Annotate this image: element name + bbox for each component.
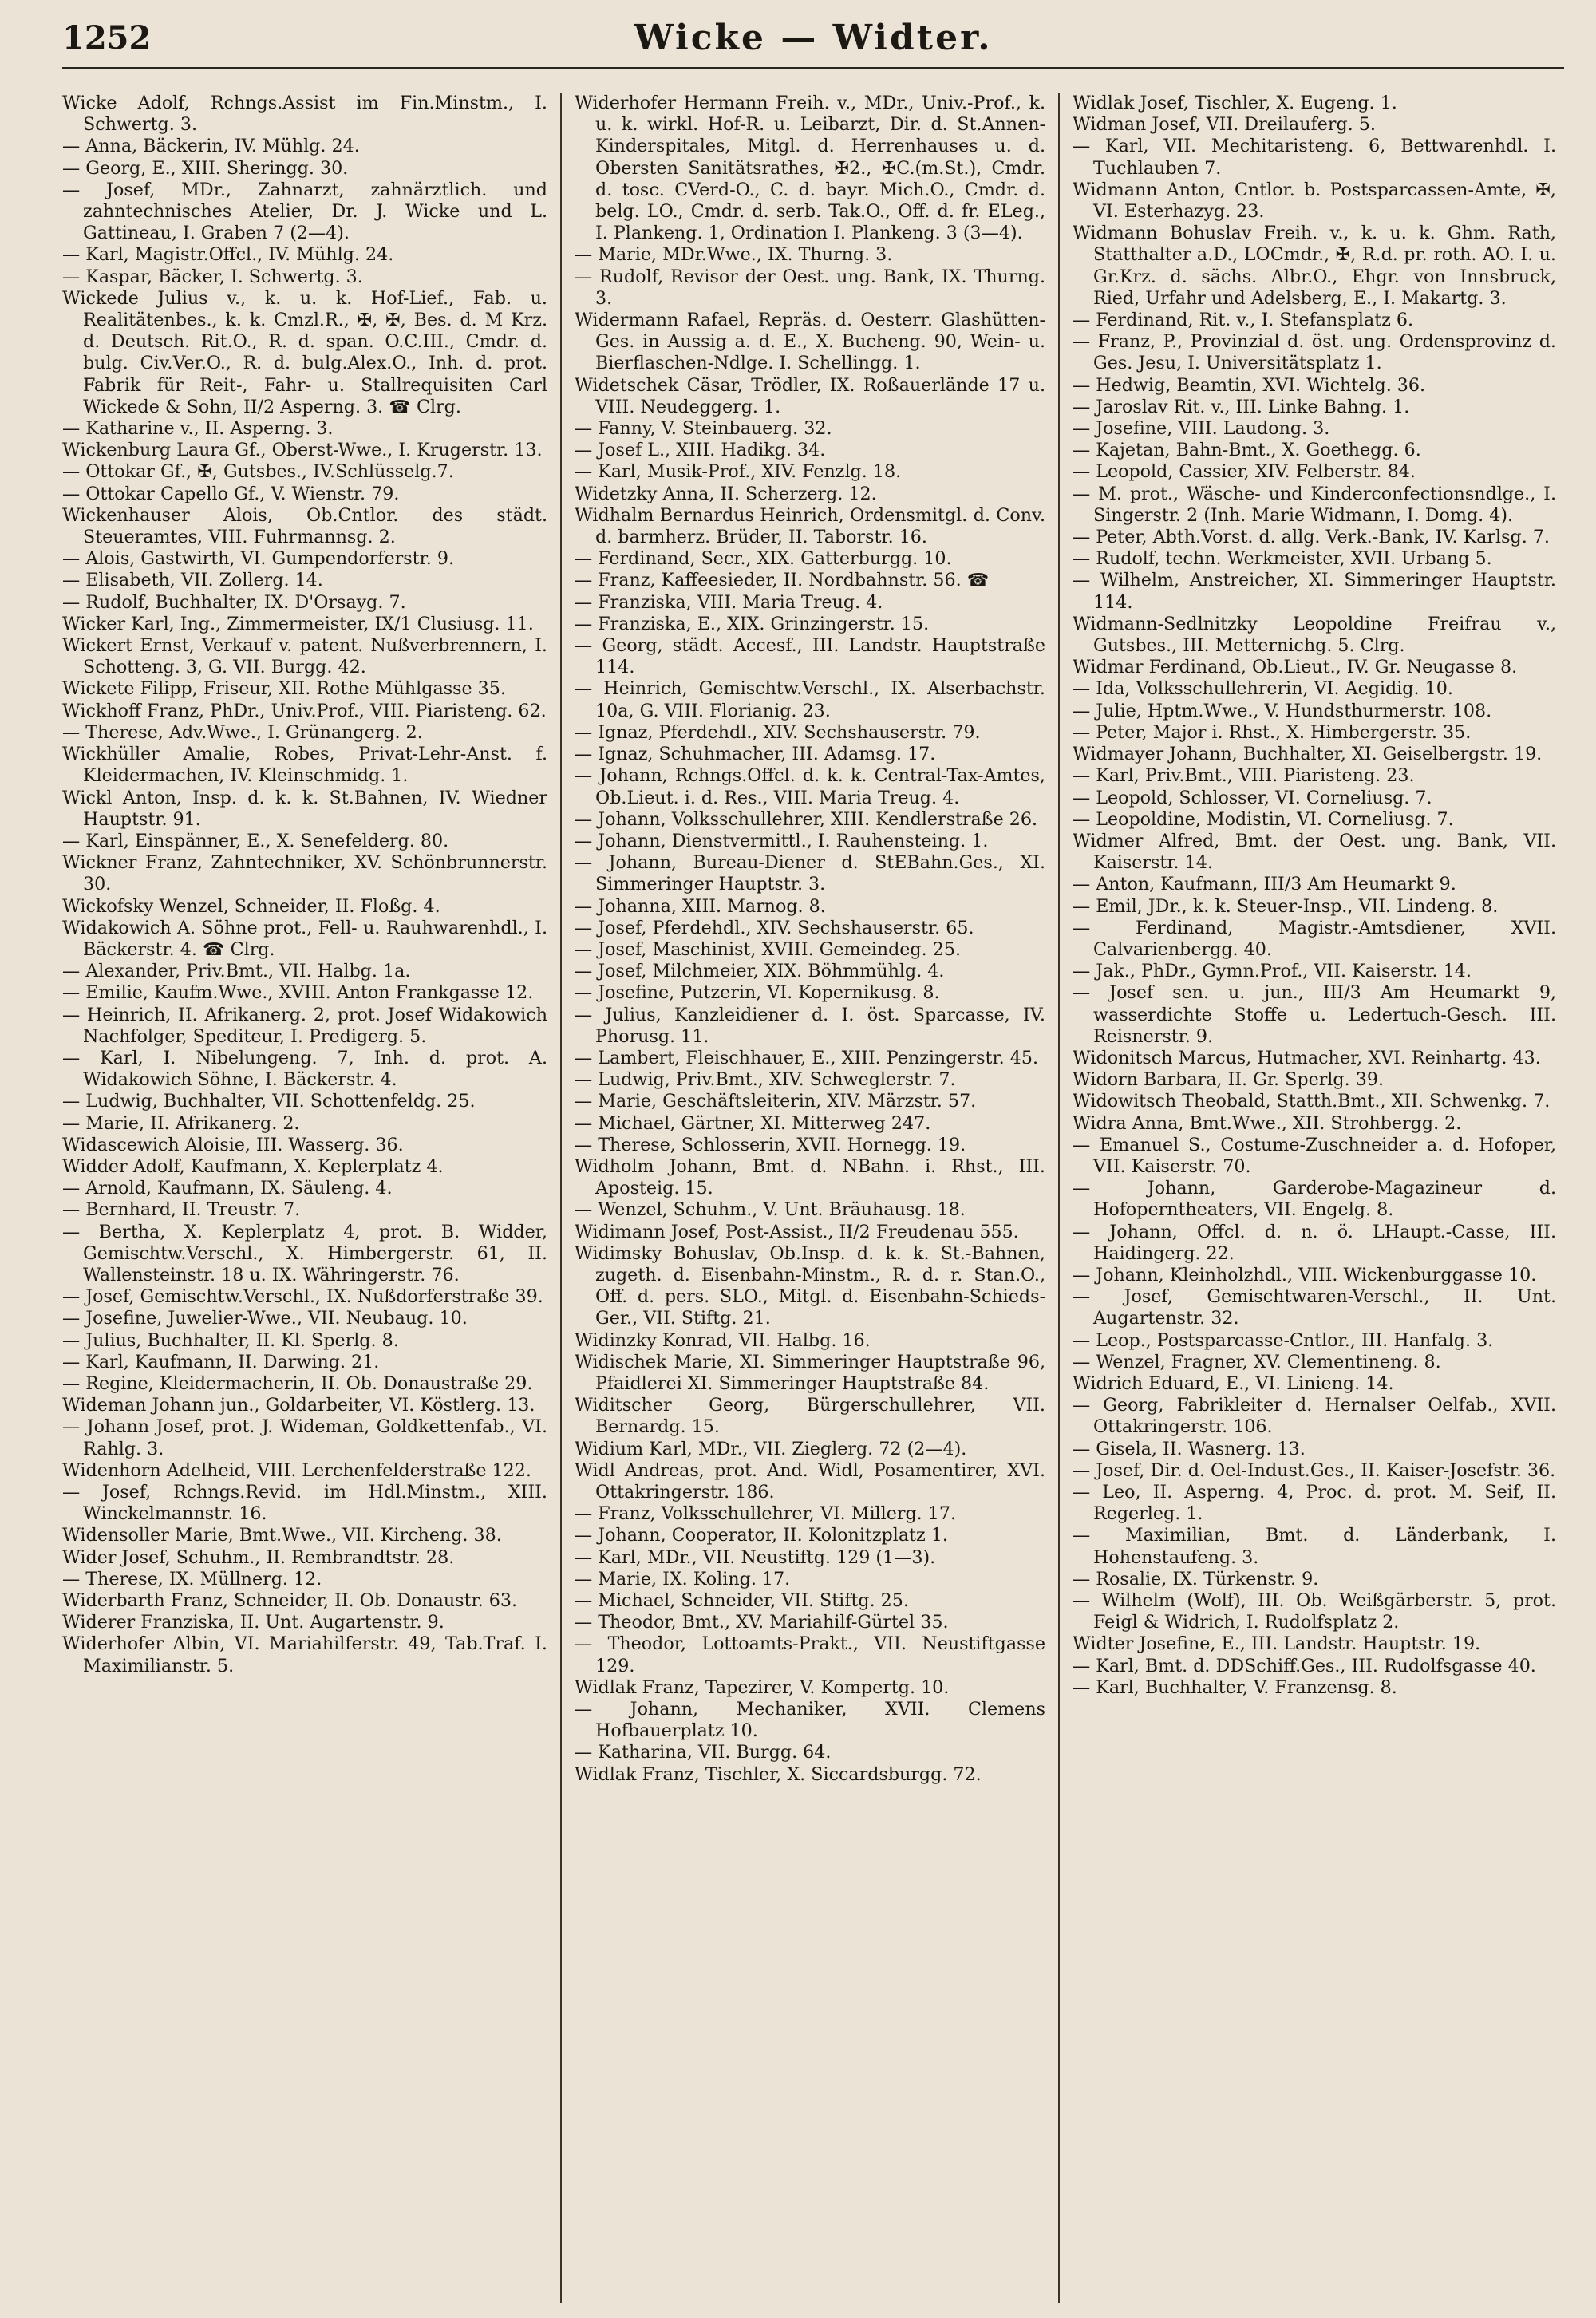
directory-entry: — Emanuel S., Costume-Zuschneider a. d. Hofoper, VII. Kaiserstr. 70. <box>1073 1134 1556 1177</box>
column-middle <box>560 93 1058 2303</box>
directory-entry: — Lambert, Fleischhauer, E., XIII. Penzingerstr. 45. <box>575 1047 1039 1068</box>
directory-entry: Widetschek Cäsar, Trödler, IX. Roßauerlände 17 u. VIII. Neudeggerg. 1. <box>575 374 1045 417</box>
directory-entry: Widascewich Aloisie, III. Wasserg. 36. <box>62 1134 404 1155</box>
directory-entry: Widerer Franziska, II. Unt. Augartenstr. 9. <box>62 1612 444 1633</box>
directory-entry: — Anton, Kaufmann, III/3 Am Heumarkt 9. <box>1073 874 1456 895</box>
directory-entry: — Georg, städt. Accesf., III. Landstr. Hauptstraße 114. <box>575 635 1045 678</box>
directory-entry: — Michael, Schneider, VII. Stiftg. 25. <box>575 1590 909 1612</box>
directory-entry: — Josef, Gemischtw.Verschl., IX. Nußdorferstraße 39. <box>62 1286 543 1308</box>
directory-entry: — Wenzel, Schuhm., V. Unt. Bräuhausg. 18. <box>575 1199 966 1221</box>
directory-entry: — Georg, Fabrikleiter d. Hernalser Oelfab., XVII. Ottakringerstr. 106. <box>1073 1395 1556 1438</box>
directory-entry: Widitscher Georg, Bürgerschullehrer, VII. Bernardg. 15. <box>575 1395 1045 1438</box>
directory-entry: — Josef, Dir. d. Oel-Indust.Ges., II. Kaiser-Josefstr. 36. <box>1073 1459 1556 1481</box>
directory-entry: Wicker Karl, Ing., Zimmermeister, IX/1 Clusiusg. 11. <box>62 613 534 634</box>
directory-entry: — Johanna, XIII. Marnog. 8. <box>575 895 826 917</box>
directory-entry: — Ignaz, Schuhmacher, III. Adamsg. 17. <box>575 744 936 765</box>
directory-entry: Wickhoff Franz, PhDr., Univ.Prof., VIII. Piaristeng. 62. <box>62 700 547 721</box>
directory-entry: — Karl, Buchhalter, V. Franzensg. 8. <box>1073 1676 1397 1698</box>
column-right <box>1058 93 1556 2303</box>
directory-entry: Widakowich A. Söhne prot., Fell- u. Rauhwarenhdl., I. Bäckerstr. 4. ☎ Clrg. <box>62 917 547 960</box>
directory-entry: Wider Josef, Schuhm., II. Rembrandtstr. 28. <box>62 1546 455 1568</box>
directory-entry: — Ottokar Gf., ✠, Gutsbes., IV.Schlüsselg.7. <box>62 461 454 483</box>
directory-entry: Wickl Anton, Insp. d. k. k. St.Bahnen, IV. Wiedner Hauptstr. 91. <box>62 787 547 830</box>
directory-entry: — Wilhelm, Anstreicher, XI. Simmeringer Hauptstr. 114. <box>1073 570 1556 613</box>
directory-entry: — Johann, Volksschullehrer, XIII. Kendlerstraße 26. <box>575 808 1038 830</box>
directory-entry: — Michael, Gärtner, XI. Mitterweg 247. <box>575 1112 931 1134</box>
directory-entry: — Johann, Offcl. d. n. ö. LHaupt.-Casse, III. Haidingerg. 22. <box>1073 1221 1556 1264</box>
directory-entry: Wickert Ernst, Verkauf v. patent. Nußverbrennern, I. Schotteng. 3, G. VII. Burgg. 42. <box>62 635 547 678</box>
directory-entry: Widter Josefine, E., III. Landstr. Hauptstr. 19. <box>1073 1633 1481 1655</box>
directory-entry: — Karl, MDr., VII. Neustiftg. 129 (1—3). <box>575 1546 936 1568</box>
directory-entry: — Josef, Milchmeier, XIX. Böhmmühlg. 4. <box>575 961 945 982</box>
directory-entry: — Karl, Bmt. d. DDSchiff.Ges., III. Rudolfsgasse 40. <box>1073 1655 1536 1676</box>
directory-entry: — Ferdinand, Magistr.-Amtsdiener, XVII. Calvarienbergg. 40. <box>1073 917 1556 960</box>
directory-entry: — Franz, Kaffeesieder, II. Nordbahnstr. 56. ☎ <box>575 570 990 591</box>
directory-entry: — Julie, Hptm.Wwe., V. Hundsthurmerstr. 108. <box>1073 700 1492 721</box>
directory-entry: — Leopoldine, Modistin, VI. Corneliusg. 7. <box>1073 808 1454 830</box>
directory-entry: — Alois, Gastwirth, VI. Gumpendorferstr. 9. <box>62 548 454 570</box>
directory-entry: — Rudolf, techn. Werkmeister, XVII. Urbang 5. <box>1073 548 1492 570</box>
directory-entry: Widerbarth Franz, Schneider, II. Ob. Donaustr. 63. <box>62 1590 518 1612</box>
directory-entry: Widermann Rafael, Repräs. d. Oesterr. Glashütten-Ges. in Aussig a. d. E., X. Bucheng. 90, Wein- u. Bierflaschen-Ndlge. I. Schellingg. 1. <box>575 310 1045 374</box>
directory-entry: Wickenburg Laura Gf., Oberst-Wwe., I. Krugerstr. 13. <box>62 440 543 461</box>
directory-entry: — Julius, Buchhalter, II. Kl. Sperlg. 8. <box>62 1329 399 1351</box>
directory-entry: — Josef, Gemischtwaren-Verschl., II. Unt. Augartenstr. 32. <box>1073 1286 1556 1329</box>
directory-entry: — Peter, Major i. Rhst., X. Himbergerstr. 35. <box>1073 721 1472 743</box>
directory-entry: — Ignaz, Pferdehdl., XIV. Sechshauserstr. 79. <box>575 721 981 743</box>
directory-entry: Wickhüller Amalie, Robes, Privat-Lehr-Anst. f. Kleidermachen, IV. Kleinschmidg. 1. <box>62 744 547 787</box>
column-left <box>62 93 560 2303</box>
directory-entry: — Ottokar Capello Gf., V. Wienstr. 79. <box>62 483 400 504</box>
directory-entry: — Therese, Adv.Wwe., I. Grünangerg. 2. <box>62 721 423 743</box>
directory-entry: Widrich Eduard, E., VI. Linieng. 14. <box>1073 1372 1394 1394</box>
directory-entry: Widimsky Bohuslav, Ob.Insp. d. k. k. St.-Bahnen, zugeth. d. Eisenbahn-Minstm., R. d. r. Stan.O., Off. d. pers. SLO., Mitgl. d. Eisenbahn-Schieds-Ger., VII. Stiftg. 21. <box>575 1242 1045 1329</box>
directory-entry: — Marie, Geschäftsleiterin, XIV. Märzstr. 57. <box>575 1091 977 1112</box>
directory-entry: Wideman Johann jun., Goldarbeiter, VI. Köstlerg. 13. <box>62 1395 535 1416</box>
directory-entry: — Johann, Cooperator, II. Kolonitzplatz 1. <box>575 1525 948 1546</box>
directory-entry: — Katharina, VII. Burgg. 64. <box>575 1742 832 1763</box>
directory-entry: — Emilie, Kaufm.Wwe., XVIII. Anton Frankgasse 12. <box>62 982 534 1004</box>
directory-entry: — Kaspar, Bäcker, I. Schwertg. 3. <box>62 266 363 287</box>
directory-entry: — Josef sen. u. jun., III/3 Am Heumarkt 9, wasserdichte Stoffe u. Ledertuch-Gesch. III. Reisnerstr. 9. <box>1073 982 1556 1047</box>
directory-entry: — Ludwig, Priv.Bmt., XIV. Schweglerstr. 7. <box>575 1069 956 1091</box>
directory-entry: Widra Anna, Bmt.Wwe., XII. Strohbergg. 2. <box>1073 1112 1462 1134</box>
directory-entry: Widetzky Anna, II. Scherzerg. 12. <box>575 483 877 504</box>
columns <box>62 93 1564 2303</box>
directory-entry: — Arnold, Kaufmann, IX. Säuleng. 4. <box>62 1178 393 1199</box>
directory-entry: Wickede Julius v., k. u. k. Hof-Lief., Fab. u. Realitätenbes., k. k. Cmzl.R., ✠, ✠, Bes. d. M Krz. d. Deutsch. Rit.O., R. d. span. O.C.III., Cmdr. d. bulg. Civ.Ver.O., R. d. bulg.Alex.O., Inh. d. prot. Fabrik für Reit-, Fahr- u. Stallrequisiten Carl Wickede & Sohn, II/2 Asperng. 3. ☎ Clrg. <box>62 287 547 417</box>
directory-entry: Widmann Anton, Cntlor. b. Postsparcassen-Amte, ✠, VI. Esterhazyg. 23. <box>1073 179 1556 223</box>
directory-entry: Widholm Johann, Bmt. d. NBahn. i. Rhst., III. Aposteig. 15. <box>575 1155 1045 1199</box>
directory-entry: Wickofsky Wenzel, Schneider, II. Floßg. 4. <box>62 895 440 917</box>
directory-entry: — Marie, MDr.Wwe., IX. Thurng. 3. <box>575 244 893 266</box>
directory-entry: — Johann, Kleinholzhdl., VIII. Wickenburggasse 10. <box>1073 1264 1537 1285</box>
directory-entry: — Josef, Pferdehdl., XIV. Sechshauserstr. 65. <box>575 917 974 938</box>
directory-entry: — Josefine, Putzerin, VI. Kopernikusg. 8. <box>575 982 940 1004</box>
directory-entry: — Alexander, Priv.Bmt., VII. Halbg. 1a. <box>62 961 411 982</box>
directory-entry: Widl Andreas, prot. And. Widl, Posamentirer, XVI. Ottakringerstr. 186. <box>575 1459 1045 1503</box>
directory-entry: — Karl, Kaufmann, II. Darwing. 21. <box>62 1351 380 1372</box>
directory-entry: — Ferdinand, Rit. v., I. Stefansplatz 6. <box>1073 310 1414 331</box>
directory-entry: — Karl, Priv.Bmt., VIII. Piaristeng. 23. <box>1073 765 1415 787</box>
directory-entry: Widman Josef, VII. Dreilauferg. 5. <box>1073 114 1376 136</box>
directory-entry: Wickner Franz, Zahntechniker, XV. Schönbrunnerstr. 30. <box>62 852 547 895</box>
directory-entry: — Theodor, Lottoamts-Prakt., VII. Neustiftgasse 129. <box>575 1633 1045 1676</box>
directory-entry: Widenhorn Adelheid, VIII. Lerchenfelderstraße 122. <box>62 1459 531 1481</box>
directory-entry: — Johann Josef, prot. J. Wideman, Goldkettenfab., VI. Rahlg. 3. <box>62 1416 547 1459</box>
directory-entry: — Ludwig, Buchhalter, VII. Schottenfeldg. 25. <box>62 1091 476 1112</box>
directory-entry: — Kajetan, Bahn-Bmt., X. Goethegg. 6. <box>1073 440 1421 461</box>
directory-entry: — Josef, MDr., Zahnarzt, zahnärztlich. und zahntechnisches Atelier, Dr. J. Wicke und L. Gattineau, I. Graben 7 (2—4). <box>62 179 547 244</box>
directory-entry: — Johann, Bureau-Diener d. StEBahn.Ges., XI. Simmeringer Hauptstr. 3. <box>575 852 1045 895</box>
directory-entry: Widowitsch Theobald, Statth.Bmt., XII. Schwenkg. 7. <box>1073 1091 1551 1112</box>
directory-entry: — Therese, IX. Müllnerg. 12. <box>62 1568 322 1589</box>
directory-entry: — Leop., Postsparcasse-Cntlor., III. Hanfalg. 3. <box>1073 1329 1494 1351</box>
directory-entry: — Georg, E., XIII. Sheringg. 30. <box>62 157 349 179</box>
page-number: 1252 <box>62 19 152 57</box>
directory-entry: Wicke Adolf, Rchngs.Assist im Fin.Minstm., I. Schwertg. 3. <box>62 93 547 136</box>
directory-entry: — Maximilian, Bmt. d. Länderbank, I. Hohenstaufeng. 3. <box>1073 1525 1556 1568</box>
directory-entry: — Karl, I. Nibelungeng. 7, Inh. d. prot. A. Widakowich Söhne, I. Bäckerstr. 4. <box>62 1047 547 1091</box>
directory-entry: — Emil, JDr., k. k. Steuer-Insp., VII. Lindeng. 8. <box>1073 895 1499 917</box>
directory-entry: — M. prot., Wäsche- und Kinderconfectionsndlge., I. Singerstr. 2 (Inh. Marie Widmann, I. Domg. 4). <box>1073 483 1556 526</box>
directory-entry: Widmar Ferdinand, Ob.Lieut., IV. Gr. Neugasse 8. <box>1073 657 1518 678</box>
directory-entry: — Josefine, VIII. Laudong. 3. <box>1073 418 1330 440</box>
directory-entry: — Julius, Kanzleidiener d. I. öst. Sparcasse, IV. Phorusg. 11. <box>575 1004 1045 1047</box>
directory-entry: — Josefine, Juwelier-Wwe., VII. Neubaug. 10. <box>62 1308 468 1329</box>
directory-entry: Wickete Filipp, Friseur, XII. Rothe Mühlgasse 35. <box>62 678 506 700</box>
directory-entry: — Jak., PhDr., Gymn.Prof., VII. Kaiserstr. 14. <box>1073 961 1472 982</box>
directory-entry: — Leopold, Schlosser, VI. Corneliusg. 7. <box>1073 787 1432 808</box>
directory-entry: Widhalm Bernardus Heinrich, Ordensmitgl. d. Conv. d. barmherz. Brüder, II. Taborstr. 16. <box>575 504 1045 548</box>
directory-entry: — Bertha, X. Keplerplatz 4, prot. B. Widder, Gemischtw.Verschl., X. Himbergerstr. 61, II. Wallensteinstr. 18 u. IX. Währingerstr. 76. <box>62 1221 547 1285</box>
directory-entry: — Franz, Volksschullehrer, VI. Millerg. 17. <box>575 1503 957 1525</box>
directory-entry: Wickenhauser Alois, Ob.Cntlor. des städt. Steueramtes, VIII. Fuhrmannsg. 2. <box>62 504 547 548</box>
directory-entry: — Johann, Rchngs.Offcl. d. k. k. Central-Tax-Amtes, Ob.Lieut. i. d. Res., VIII. Maria Treug. 4. <box>575 765 1045 808</box>
directory-entry: — Marie, II. Afrikanerg. 2. <box>62 1112 300 1134</box>
directory-entry: — Fanny, V. Steinbauerg. 32. <box>575 418 832 440</box>
directory-entry: Widensoller Marie, Bmt.Wwe., VII. Kircheng. 38. <box>62 1525 502 1546</box>
directory-entry: — Elisabeth, VII. Zollerg. 14. <box>62 570 323 591</box>
directory-entry: — Rudolf, Revisor der Oest. ung. Bank, IX. Thurng. 3. <box>575 266 1045 309</box>
directory-entry: — Josef, Maschinist, XVIII. Gemeindeg. 25. <box>575 938 962 960</box>
directory-entry: — Josef, Rchngs.Revid. im Hdl.Minstm., XIII. Winckelmannstr. 16. <box>62 1482 547 1525</box>
directory-entry: Widischek Marie, XI. Simmeringer Hauptstraße 96, Pfaidlerei XI. Simmeringer Hauptstraße 84. <box>575 1351 1045 1394</box>
directory-entry: — Heinrich, II. Afrikanerg. 2, prot. Josef Widakowich Nachfolger, Spediteur, I. Predigerg. 5. <box>62 1004 547 1047</box>
directory-entry: Widder Adolf, Kaufmann, X. Keplerplatz 4. <box>62 1155 444 1177</box>
directory-entry: — Rosalie, IX. Türkenstr. 9. <box>1073 1568 1319 1589</box>
directory-entry: — Marie, IX. Koling. 17. <box>575 1568 791 1589</box>
directory-entry: — Rudolf, Buchhalter, IX. D'Orsayg. 7. <box>62 591 406 613</box>
directory-entry: Widerhofer Albin, VI. Mariahilferstr. 49, Tab.Traf. I. Maximilianstr. 5. <box>62 1633 547 1676</box>
directory-entry: Widonitsch Marcus, Hutmacher, XVI. Reinhartg. 43. <box>1073 1047 1541 1068</box>
directory-entry: — Anna, Bäckerin, IV. Mühlg. 24. <box>62 136 360 157</box>
directory-entry: Widmer Alfred, Bmt. der Oest. ung. Bank, VII. Kaiserstr. 14. <box>1073 830 1556 874</box>
directory-entry: Widmann-Sedlnitzky Leopoldine Freifrau v., Gutsbes., III. Metternichg. 5. Clrg. <box>1073 613 1556 657</box>
directory-entry: Widium Karl, MDr., VII. Zieglerg. 72 (2—4). <box>575 1438 967 1459</box>
directory-entry: — Leopold, Cassier, XIV. Felberstr. 84. <box>1073 461 1416 483</box>
directory-entry: — Hedwig, Beamtin, XVI. Wichtelg. 36. <box>1073 374 1426 396</box>
directory-entry: Widorn Barbara, II. Gr. Sperlg. 39. <box>1073 1069 1384 1091</box>
directory-entry: — Theodor, Bmt., XV. Mariahilf-Gürtel 35. <box>575 1612 949 1633</box>
directory-entry: — Leo, II. Asperng. 4, Proc. d. prot. M. Seif, II. Regerleg. 1. <box>1073 1482 1556 1525</box>
directory-entry: Widerhofer Hermann Freih. v., MDr., Univ.-Prof., k. u. k. wirkl. Hof-R. u. Leibarzt, Dir. d. St.Annen-Kinderspitales, Mitgl. d. Herrenhauses u. d. Obersten Sanitätsrathes, ✠2., ✠C.(m.St.), Cmdr. d. tosc. CVerd-O., C. d. bayr. Mich.O., Cmdr. d. belg. LO., Cmdr. d. serb. Tak.O., Off. d. fr. ELeg., I. Plankeng. 1, Ordination I. Plankeng. 3 (3—4). <box>575 93 1045 244</box>
directory-entry: — Ida, Volksschullehrerin, VI. Aegidig. 10. <box>1073 678 1453 700</box>
directory-entry: — Bernhard, II. Treustr. 7. <box>62 1199 301 1221</box>
directory-entry: — Johann, Garderobe-Magazineur d. Hofoperntheaters, VII. Engelg. 8. <box>1073 1178 1556 1221</box>
directory-entry: — Johann, Dienstvermittl., I. Rauhensteing. 1. <box>575 830 989 851</box>
directory-entry: Widmayer Johann, Buchhalter, XI. Geiselbergstr. 19. <box>1073 744 1543 765</box>
directory-entry: — Jaroslav Rit. v., III. Linke Bahng. 1. <box>1073 396 1410 417</box>
directory-entry: — Franz, P., Provinzial d. öst. ung. Ordensprovinz d. Ges. Jesu, I. Universitätsplatz 1. <box>1073 331 1556 374</box>
running-head: Wicke — Widter. <box>634 18 993 58</box>
directory-entry: — Therese, Schlosserin, XVII. Hornegg. 19. <box>575 1134 966 1155</box>
directory-entry: — Katharine v., II. Asperng. 3. <box>62 418 334 440</box>
directory-entry: — Franziska, E., XIX. Grinzingerstr. 15. <box>575 613 930 634</box>
directory-entry: Widimann Josef, Post-Assist., II/2 Freudenau 555. <box>575 1221 1019 1242</box>
directory-entry: — Regine, Kleidermacherin, II. Ob. Donaustraße 29. <box>62 1372 533 1394</box>
directory-entry: — Franziska, VIII. Maria Treug. 4. <box>575 591 883 613</box>
directory-entry: Widlak Franz, Tapezirer, V. Kompertg. 10. <box>575 1676 950 1698</box>
page-header <box>62 18 1564 69</box>
directory-entry: — Josef L., XIII. Hadikg. 34. <box>575 440 826 461</box>
directory-entry: — Johann, Mechaniker, XVII. Clemens Hofbauerplatz 10. <box>575 1699 1045 1742</box>
directory-entry: Widmann Bohuslav Freih. v., k. u. k. Ghm. Rath, Statthalter a.D., LOCmdr., ✠, R.d. pr. roth. AO. I. u. Gr.Krz. d. sächs. Albr.O., Ehgr. von Innsbruck, Ried, Urfahr und Adelsberg, E., I. Makartg. 3. <box>1073 223 1556 309</box>
directory-entry: Widinzky Konrad, VII. Halbg. 16. <box>575 1329 871 1351</box>
directory-entry: — Karl, VII. Mechitaristeng. 6, Bettwarenhdl. I. Tuchlauben 7. <box>1073 136 1556 179</box>
directory-entry: Widlak Josef, Tischler, X. Eugeng. 1. <box>1073 93 1397 113</box>
directory-entry: — Karl, Musik-Prof., XIV. Fenzlg. 18. <box>575 461 902 483</box>
directory-entry: Widlak Franz, Tischler, X. Siccardsburgg. 72. <box>575 1763 982 1785</box>
directory-entry: — Karl, Einspänner, E., X. Senefelderg. 80. <box>62 830 449 851</box>
directory-entry: — Gisela, II. Wasnerg. 13. <box>1073 1438 1306 1459</box>
directory-entry: — Karl, Magistr.Offcl., IV. Mühlg. 24. <box>62 244 394 266</box>
directory-entry: — Heinrich, Gemischtw.Verschl., IX. Alserbachstr. 10a, G. VIII. Florianig. 23. <box>575 678 1045 721</box>
directory-entry: — Peter, Abth.Vorst. d. allg. Verk.-Bank, IV. Karlsg. 7. <box>1073 527 1550 548</box>
directory-entry: — Ferdinand, Secr., XIX. Gatterburgg. 10. <box>575 548 952 570</box>
directory-entry: — Wilhelm (Wolf), III. Ob. Weißgärberstr. 5, prot. Feigl & Widrich, I. Rudolfsplatz 2. <box>1073 1590 1556 1633</box>
directory-entry: — Wenzel, Fragner, XV. Clementineng. 8. <box>1073 1351 1441 1372</box>
